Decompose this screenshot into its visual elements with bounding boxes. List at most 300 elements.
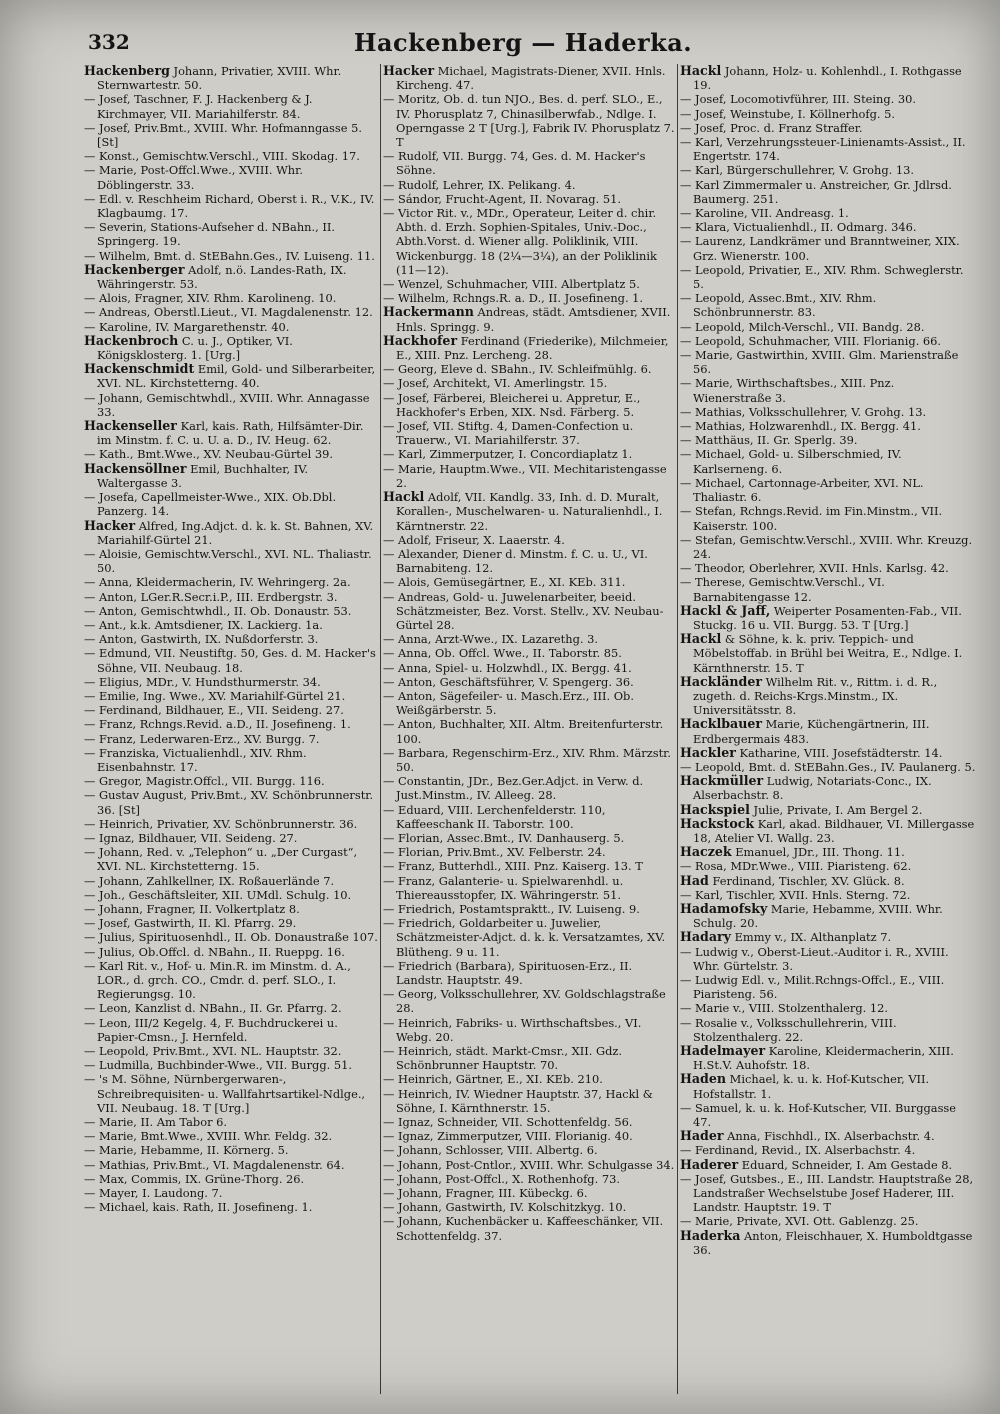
- directory-entry: [383, 1158, 679, 1172]
- entry-details: — Ferdinand, Revid., IX. Alserbachstr. 4.: [680, 1143, 916, 1158]
- directory-entry: [84, 1044, 380, 1058]
- directory-entry: [680, 121, 976, 135]
- directory-entry: [383, 291, 679, 305]
- directory-entry: [383, 1016, 679, 1044]
- directory-entry: [680, 817, 976, 845]
- directory-entry: [383, 376, 679, 390]
- entry-details: — Josefa, Capellmeister-Wwe., XIX. Ob.Dbl. Panzerg. 14.: [84, 490, 337, 519]
- entry-details: — Karl, Bürgerschullehrer, V. Grohg. 13.: [680, 163, 915, 178]
- entry-details: — Franz, Galanterie- u. Spielwarenhdl. u. Thiereausstopfer, IX. Währingerstr. 51.: [383, 873, 624, 902]
- entry-details: — Friedrich, Postamtspraktt., IV. Luiseng. 9.: [383, 901, 640, 916]
- entry-surname: Hackenberg: [84, 64, 170, 78]
- directory-entry: [383, 1172, 679, 1186]
- directory-entry: [680, 533, 976, 561]
- entry-details: — Leopold, Assec.Bmt., XIV. Rhm. Schönbrunnerstr. 83.: [680, 291, 877, 320]
- directory-entry: [680, 1143, 976, 1157]
- entry-details: — Gregor, Magistr.Offcl., VII. Burgg. 116.: [84, 774, 325, 789]
- entry-details: — Konst., Gemischtw.Verschl., VIII. Skodag. 17.: [84, 149, 360, 164]
- directory-entry: [383, 1214, 679, 1242]
- entry-details: — Ignaz, Bildhauer, VII. Seideng. 27.: [84, 830, 298, 845]
- directory-entry: [84, 419, 380, 447]
- entry-details: Anton, Fleischhauer, X. Humboldtgasse 36.: [693, 1228, 973, 1257]
- directory-entry: [680, 945, 976, 973]
- entry-details: — Josef, Taschner, F. J. Hackenberg & J. Kirchmayer, VII. Mariahilferstr. 84.: [84, 92, 313, 121]
- entry-details: Karoline, Kleidermacherin, XIII. H.St.V. Auhofstr. 18.: [693, 1044, 954, 1073]
- entry-details: — Rudolf, VII. Burgg. 74, Ges. d. M. Hacker's Söhne.: [383, 149, 646, 178]
- entry-surname: Hadary: [680, 929, 731, 945]
- entry-surname: Hadelmayer: [680, 1043, 766, 1059]
- directory-entry: [680, 803, 976, 817]
- entry-details: — Andreas, Gold- u. Juwelenarbeiter, beeid. Schätzmeister, Bez. Vorst. Stellv., XV. Neubau-Gürtel 28.: [383, 589, 664, 632]
- entry-details: — Stefan, Rchngs.Revid. im Fin.Minstm., VII. Kaiserstr. 100.: [680, 504, 943, 533]
- entry-surname: Hackl: [680, 631, 722, 647]
- entry-details: Anna, Fischhdl., IX. Alserbachstr. 4.: [723, 1129, 935, 1144]
- directory-entry: [84, 902, 380, 916]
- directory-entry: [84, 774, 380, 788]
- entry-details: — Marie, Private, XVI. Ott. Gablenzg. 25.: [680, 1214, 919, 1229]
- entry-surname: Hadamofsky: [680, 900, 768, 916]
- entry-details: — Adolf, Friseur, X. Laaerstr. 4.: [383, 532, 565, 547]
- entry-details: — Karl Zimmermaler u. Anstreicher, Gr. Jdlrsd. Baumerg. 251.: [680, 177, 952, 206]
- directory-entry: [84, 490, 380, 518]
- entry-details: — Georg, Eleve d. SBahn., IV. Schleifmühlg. 6.: [383, 362, 652, 377]
- entry-details: Adolf, VII. Kandlg. 33, Inh. d. D. Muralt, Korallen-, Muschelwaren- u. Naturalienhdl., I. Kärntnerstr. 22.: [396, 490, 663, 533]
- entry-details: — Edmund, VII. Neustiftg. 50, Ges. d. M. Hacker's Söhne, VII. Neubaug. 18.: [84, 646, 376, 675]
- directory-entry: [84, 604, 380, 618]
- entry-details: — Ignaz, Zimmerputzer, VIII. Florianig. 40.: [383, 1129, 633, 1144]
- entry-surname: Hackenbroch: [84, 332, 179, 348]
- entry-details: Michael, k. u. k. Hof-Kutscher, VII. Hofstallstr. 1.: [693, 1072, 930, 1101]
- entry-details: Wilhelm Rit. v., Rittm. i. d. R., zugeth. d. Reichs-Krgs.Minstm., IX. Universitätsstr. 8.: [693, 674, 938, 718]
- directory-entry: [84, 249, 380, 263]
- entry-surname: Hackländer: [680, 673, 763, 689]
- directory-entry: [680, 1044, 976, 1072]
- directory-entry: [383, 959, 679, 987]
- directory-entry: [84, 831, 380, 845]
- entry-details: — Marie, Gastwirthin, XVIII. Glm. Marienstraße 56.: [680, 348, 959, 377]
- entry-details: — Barbara, Regenschirm-Erz., XIV. Rhm. Märzstr. 50.: [383, 745, 671, 774]
- entry-details: — Aloisie, Gemischtw.Verschl., XVI. NL. Thaliastr. 50.: [84, 546, 372, 576]
- directory-entry: [383, 92, 679, 149]
- directory-entry: [680, 746, 976, 760]
- directory-entry: [383, 803, 679, 831]
- entry-details: — 's M. Söhne, Nürnbergerwaren-, Schreibrequisiten- u. Wallfahrtsartikel-Ndlge., VII. Neubaug. 18. T [Urg.]: [84, 1072, 366, 1115]
- entry-details: — Friedrich (Barbara), Spirituosen-Erz., II. Landstr. Hauptstr. 49.: [383, 958, 633, 987]
- directory-entry: [84, 320, 380, 334]
- entry-details: — Alois, Gemüsegärtner, E., XI. KEb. 311.: [383, 575, 626, 590]
- entry-details: Ludwig, Notariats-Conc., IX. Alserbachstr. 8.: [693, 774, 932, 803]
- entry-details: — Anna, Kleidermacherin, IV. Wehringerg. 2a.: [84, 575, 351, 590]
- directory-entry: [680, 902, 976, 930]
- directory-entry: [383, 447, 679, 461]
- directory-entry: [383, 859, 679, 873]
- entry-details: — Anton, Geschäftsführer, V. Spengerg. 36.: [383, 674, 634, 689]
- directory-entry: [680, 405, 976, 419]
- directory-entry: [680, 163, 976, 177]
- column-2: [383, 64, 679, 1394]
- entry-details: — Mathias, Volksschullehrer, V. Grohg. 13.: [680, 404, 927, 419]
- entry-details: — Moritz, Ob. d. tun NJO., Bes. d. perf. SLO., E., IV. Phorusplatz 7, Chinasilberwfab., Ndlge. I. Operngasse 2 T [Urg.], Fabrik IV. Phorusplatz 7. T: [383, 92, 675, 150]
- entry-details: — Emilie, Ing. Wwe., XV. Mariahilf-Gürtel 21.: [84, 688, 346, 703]
- entry-details: — Franz, Butterhdl., XIII. Pnz. Kaiserg. 13. T: [383, 859, 643, 874]
- entry-details: — Josef, Gastwirth, II. Kl. Pfarrg. 29.: [84, 916, 297, 931]
- column-1: [84, 64, 380, 1394]
- entry-details: — Marie, Post-Offcl.Wwe., XVIII. Whr. Döblingerstr. 33.: [84, 163, 303, 192]
- entry-details: — Karl, Tischler, XVII. Hnls. Sterng. 72.: [680, 887, 911, 902]
- entry-details: — Max, Commis, IX. Grüne-Thorg. 26.: [84, 1171, 305, 1186]
- directory-entry: [84, 192, 380, 220]
- entry-details: — Josef, Architekt, VI. Amerlingstr. 15.: [383, 376, 608, 391]
- entry-details: — Josef, Färberei, Bleicherei u. Appretur, E., Hackhofer's Erben, XIX. Nsd. Färberg. 5.: [383, 390, 641, 419]
- entry-details: — Anna, Spiel- u. Holzwhdl., IX. Bergg. 41.: [383, 660, 632, 675]
- directory-entry: [680, 874, 976, 888]
- directory-entry: [84, 1001, 380, 1015]
- entry-details: — Therese, Gemischtw.Verschl., VI. Barnabitengasse 12.: [680, 575, 885, 604]
- entry-details: — Ferdinand, Bildhauer, E., VII. Seideng. 27.: [84, 703, 344, 718]
- entry-details: Marie, Küchengärtnerin, III. Erdbergermais 483.: [693, 717, 930, 746]
- directory-entry: [680, 476, 976, 504]
- entry-details: — Franz, Lederwaren-Erz., XV. Burgg. 7.: [84, 731, 320, 746]
- directory-entry: [383, 1186, 679, 1200]
- entry-details: — Josef, Locomotivführer, III. Steing. 30.: [680, 92, 917, 107]
- entry-details: — Josef, Proc. d. Franz Straffer.: [680, 120, 863, 135]
- entry-details: Ferdinand, Tischler, XV. Glück. 8.: [708, 873, 905, 888]
- entry-details: — Ant., k.k. Amtsdiener, IX. Lackierg. 1a.: [84, 617, 323, 632]
- directory-entry: [680, 291, 976, 319]
- entry-details: — Franz, Rchngs.Revid. a.D., II. Josefineng. 1.: [84, 717, 351, 732]
- directory-entry: [680, 1172, 976, 1215]
- entry-details: — Alois, Fragner, XIV. Rhm. Karolineng. 10.: [84, 291, 337, 306]
- directory-entry: [84, 788, 380, 816]
- entry-details: — Laurenz, Landkrämer und Branntweiner, XIX. Grz. Wienerstr. 100.: [680, 234, 960, 263]
- entry-surname: Hackenberger: [84, 261, 185, 277]
- page-number: 332: [88, 30, 130, 54]
- entry-details: — Kath., Bmt.Wwe., XV. Neubau-Gürtel 39.: [84, 447, 333, 462]
- directory-entry: [84, 547, 380, 575]
- entry-details: — Anton, LGer.R.Secr.i.P., III. Erdbergstr. 3.: [84, 589, 338, 604]
- directory-entry: [680, 135, 976, 163]
- entry-surname: Hackstock: [680, 815, 755, 831]
- entry-surname: Had: [680, 872, 709, 888]
- entry-surname: Haderer: [680, 1156, 739, 1172]
- page-header: [78, 28, 968, 62]
- directory-entry: [680, 1101, 976, 1129]
- entry-details: — Karl Rit. v., Hof- u. Min.R. im Minstm. d. A., LOR., d. grch. CO., Cmdr. d. perf. SLO., I. Regierungsg. 10.: [84, 958, 351, 1002]
- directory-entry: [680, 1016, 976, 1044]
- entry-details: C. u. J., Optiker, VI. Königsklosterg. 1. [Urg.]: [97, 333, 293, 363]
- directory-entry: [680, 447, 976, 475]
- directory-entry: [383, 1072, 679, 1086]
- directory-entry: [383, 391, 679, 419]
- directory-entry: [680, 632, 976, 675]
- entry-details: — Marie, Hebamme, II. Körnerg. 5.: [84, 1143, 289, 1158]
- entry-details: Katharine, VIII. Josefstädterstr. 14.: [735, 745, 943, 760]
- entry-details: Ferdinand (Friederike), Milchmeier, E., XIII. Pnz. Lercheng. 28.: [396, 333, 669, 363]
- column-3: [680, 64, 976, 1394]
- directory-entry: [680, 717, 976, 745]
- directory-entry: [84, 391, 380, 419]
- directory-entry: [680, 675, 976, 718]
- directory-entry: [84, 334, 380, 362]
- directory-entry: [680, 1129, 976, 1143]
- directory-entry: [84, 1072, 380, 1115]
- entry-surname: Hackspiel: [680, 801, 750, 817]
- directory-entry: [84, 220, 380, 248]
- entry-surname: Hackenseller: [84, 418, 177, 434]
- directory-entry: [84, 874, 380, 888]
- directory-entry: [84, 291, 380, 305]
- entry-details: Emmy v., IX. Althanplatz 7.: [730, 930, 892, 945]
- directory-entry: [84, 1016, 380, 1044]
- entry-details: Emil, Buchhalter, IV. Waltergasse 3.: [97, 461, 309, 490]
- entry-details: — Rosa, MDr.Wwe., VIII. Piaristeng. 62.: [680, 859, 912, 874]
- directory-entry: [680, 859, 976, 873]
- directory-entry: [84, 163, 380, 191]
- directory-entry: [84, 930, 380, 944]
- entry-details: — Josef, Gutsbes., E., III. Landstr. Hauptstraße 28, Landstraßer Wechselstube Josef Haderer, III. Landstr. Hauptstr. 19. T: [680, 1171, 974, 1215]
- entry-details: Alfred, Ing.Adjct. d. k. k. St. Bahnen, XV. Mariahilf-Gürtel 21.: [97, 518, 374, 547]
- entry-details: — Anna, Ob. Offcl. Wwe., II. Taborstr. 85.: [383, 646, 622, 661]
- entry-surname: Hackenschmidt: [84, 361, 195, 377]
- entry-details: — Anna, Arzt-Wwe., IX. Lazarethg. 3.: [383, 632, 598, 647]
- entry-details: — Constantin, JDr., Bez.Ger.Adjct. in Verw. d. Just.Minstm., IV. Alleeg. 28.: [383, 774, 644, 803]
- directory-entry: [383, 675, 679, 689]
- directory-entry: [84, 845, 380, 873]
- directory-entry: [84, 1172, 380, 1186]
- entry-details: — Karoline, IV. Margarethenstr. 40.: [84, 319, 290, 334]
- entry-details: — Josef, Weinstube, I. Köllnerhofg. 5.: [680, 106, 896, 121]
- entry-surname: Hackl & Jaff,: [680, 602, 771, 618]
- entry-details: Karl, akad. Bildhauer, VI. Millergasse 18, Atelier VI. Wallg. 23.: [693, 816, 975, 845]
- directory-entry: [383, 1044, 679, 1072]
- running-head: Hackenberg — Haderka.: [353, 28, 693, 57]
- directory-entry: [383, 462, 679, 490]
- directory-entry: [383, 334, 679, 362]
- entry-details: — Leopold, Milch-Verschl., VII. Bandg. 28.: [680, 319, 925, 334]
- entry-details: Emil, Gold- und Silberarbeiter, XVI. NL. Kirchstetterng. 40.: [97, 362, 376, 391]
- directory-entry: [680, 604, 976, 632]
- entry-details: — Michael, kais. Rath, II. Josefineng. 1.: [84, 1200, 313, 1215]
- directory-entry: [680, 760, 976, 774]
- directory-entry: [84, 817, 380, 831]
- directory-entry: [84, 263, 380, 291]
- directory-entry: [84, 675, 380, 689]
- directory-entry: [383, 305, 679, 333]
- directory-entry: [383, 1200, 679, 1214]
- directory-entry: [84, 632, 380, 646]
- directory-entry: [383, 419, 679, 447]
- entry-surname: Hackler: [680, 744, 736, 760]
- entry-details: — Florian, Priv.Bmt., XV. Felberstr. 24.: [383, 845, 606, 860]
- entry-details: — Johann, Schlosser, VIII. Albertg. 6.: [383, 1143, 598, 1158]
- directory-entry: [84, 916, 380, 930]
- entry-details: — Johann, Red. v. „Telephon“ u. „Der Curgast“, XVI. NL. Kirchstetterng. 15.: [84, 845, 358, 874]
- directory-entry: [383, 575, 679, 589]
- entry-surname: Hackmüller: [680, 773, 764, 789]
- entry-surname: Hackermann: [383, 304, 474, 320]
- directory-entry: [84, 92, 380, 120]
- entry-details: — Heinrich, Privatier, XV. Schönbrunnerstr. 36.: [84, 816, 358, 831]
- directory-entry: [383, 646, 679, 660]
- directory-entry: [383, 1115, 679, 1129]
- entry-details: — Leopold, Priv.Bmt., XVI. NL. Hauptstr. 32.: [84, 1044, 342, 1059]
- entry-details: — Johann, Fragner, II. Volkertplatz 8.: [84, 901, 300, 916]
- directory-entry: [680, 234, 976, 262]
- directory-entry: [84, 717, 380, 731]
- entry-details: Marie, Hebamme, XVIII. Whr. Schulg. 20.: [693, 901, 943, 931]
- entry-surname: Hacker: [383, 64, 435, 78]
- directory-entry: [383, 689, 679, 717]
- directory-entry: [84, 1143, 380, 1157]
- directory-entry: [680, 774, 976, 802]
- entry-details: — Josef, Priv.Bmt., XVIII. Whr. Hofmanngasse 5. [St]: [84, 120, 362, 150]
- directory-entry: [383, 916, 679, 959]
- entry-details: — Georg, Volksschullehrer, XV. Goldschlagstraße 28.: [383, 987, 666, 1016]
- directory-entry: [84, 362, 380, 390]
- entry-details: Andreas, städt. Amtsdiener, XVII. Hnls. Springg. 9.: [396, 305, 671, 334]
- entry-details: — Victor Rit. v., MDr., Operateur, Leiter d. chir. Abth. d. Erzh. Sophien-Spitales, Univ.-Doc., Abth.Vorst. d. Wiener allg. Poliklinik, VIII. Wickenburgg. 18 (2¼—3¼), an der Poliklinik (11—12).: [383, 206, 657, 277]
- directory-entry: [84, 447, 380, 461]
- entry-details: — Wenzel, Schuhmacher, VIII. Albertplatz 5.: [383, 277, 640, 292]
- directory-entry: [84, 1115, 380, 1129]
- directory-entry: [680, 1229, 976, 1257]
- entry-details: — Johann, Gemischtwhdl., XVIII. Whr. Annagasse 33.: [84, 390, 370, 419]
- directory-entry: [680, 973, 976, 1001]
- entry-details: — Mathias, Priv.Bmt., VI. Magdalenenstr. 64.: [84, 1157, 345, 1172]
- directory-entry: [383, 362, 679, 376]
- directory-entry: [84, 732, 380, 746]
- entry-details: — Marie, Hauptm.Wwe., VII. Mechitaristengasse 2.: [383, 461, 667, 490]
- entry-details: — Marie, II. Am Tabor 6.: [84, 1115, 228, 1130]
- entry-surname: Hackl: [680, 64, 722, 78]
- entry-details: — Karl, Zimmerputzer, I. Concordiaplatz 1.: [383, 447, 633, 462]
- directory-entry: [383, 1087, 679, 1115]
- entry-details: & Söhne, k. k. priv. Teppich- und Möbelstoffab. in Brühl bei Weitra, E., Ndlge. I. Kärnthnerstr. 15. T: [693, 632, 963, 675]
- directory-entry: [84, 590, 380, 604]
- entry-details: — Leopold, Schuhmacher, VIII. Florianig. 66.: [680, 333, 942, 348]
- directory-entry: [383, 987, 679, 1015]
- directory-entry: [84, 1200, 380, 1214]
- entry-details: — Samuel, k. u. k. Hof-Kutscher, VII. Burggasse 47.: [680, 1100, 957, 1130]
- entry-details: Emanuel, JDr., III. Thong. 11.: [731, 845, 905, 860]
- directory-entry: [383, 632, 679, 646]
- entry-details: — Andreas, Oberstl.Lieut., VI. Magdalenenstr. 12.: [84, 305, 373, 320]
- directory-entry: [84, 121, 380, 149]
- directory-entry: [680, 888, 976, 902]
- entry-details: — Marie, Bmt.Wwe., XVIII. Whr. Feldg. 32.: [84, 1129, 333, 1144]
- entry-details: — Leopold, Bmt. d. StEBahn.Ges., IV. Paulanerg. 5.: [680, 759, 976, 774]
- directory-entry: [680, 320, 976, 334]
- entry-details: — Anton, Buchhalter, XII. Altm. Breitenfurterstr. 100.: [383, 717, 664, 746]
- directory-entry: [84, 462, 380, 490]
- directory-entry: [680, 376, 976, 404]
- entry-details: — Heinrich, Gärtner, E., XI. KEb. 210.: [383, 1072, 603, 1087]
- entry-surname: Hacker: [84, 517, 136, 533]
- entry-surname: Hacklbauer: [680, 716, 763, 732]
- entry-surname: Hader: [680, 1128, 724, 1144]
- entry-details: — Rosalie v., Volksschullehrerin, VIII. Stolzenthalerg. 22.: [680, 1015, 897, 1044]
- directory-entry: [680, 845, 976, 859]
- directory-entry: [383, 178, 679, 192]
- directory-entry: [84, 1186, 380, 1200]
- entry-details: — Heinrich, IV. Wiedner Hauptstr. 37, Hackl & Söhne, I. Kärnthnerstr. 15.: [383, 1086, 653, 1115]
- entry-details: — Johann, Kuchenbäcker u. Kaffeeschänker, VII. Schottenfeldg. 37.: [383, 1214, 664, 1243]
- entry-details: — Matthäus, II. Gr. Sperlg. 39.: [680, 433, 858, 448]
- entry-details: — Stefan, Gemischtw.Verschl., XVIII. Whr. Kreuzg. 24.: [680, 532, 973, 561]
- directory-entry: [383, 661, 679, 675]
- directory-entry: [383, 277, 679, 291]
- entry-details: — Franziska, Victualienhdl., XIV. Rhm. Eisenbahnstr. 17.: [84, 745, 307, 774]
- directory-entry: [383, 1143, 679, 1157]
- entry-details: — Heinrich, Fabriks- u. Wirthschaftsbes., VI. Webg. 20.: [383, 1015, 642, 1044]
- entry-details: — Ludwig Edl. v., Milit.Rchngs-Offcl., E., VIII. Piaristeng. 56.: [680, 973, 945, 1002]
- directory-entry: [383, 1129, 679, 1143]
- entry-details: — Anton, Sägefeiler- u. Masch.Erz., III. Ob. Weißgärberstr. 5.: [383, 688, 634, 718]
- entry-details: Adolf, n.ö. Landes-Rath, IX. Währingerstr. 53.: [97, 262, 347, 292]
- directory-entry: [84, 1158, 380, 1172]
- directory-entry: [84, 618, 380, 632]
- entry-details: — Marie, Wirthschaftsbes., XIII. Pnz. Wienerstraße 3.: [680, 376, 895, 405]
- entry-details: — Johann, Fragner, III. Kübeckg. 6.: [383, 1186, 588, 1201]
- entry-details: — Mathias, Holzwarenhdl., IX. Bergg. 41.: [680, 419, 921, 434]
- entry-details: — Wilhelm, Bmt. d. StEBahn.Ges., IV. Luiseng. 11.: [84, 248, 375, 263]
- directory-entry: [680, 930, 976, 944]
- directory-entry: [680, 433, 976, 447]
- entry-details: — Johann, Gastwirth, IV. Kolschitzkyg. 10.: [383, 1200, 627, 1215]
- directory-entry: [383, 490, 679, 533]
- entry-details: — Alexander, Diener d. Minstm. f. C. u. U., VI. Barnabiteng. 12.: [383, 546, 648, 576]
- entry-surname: Haderka: [680, 1227, 741, 1243]
- entry-details: — Michael, Cartonnage-Arbeiter, XVI. NL. Thaliastr. 6.: [680, 475, 924, 505]
- directory-entry: [383, 533, 679, 547]
- entry-details: — Klara, Victualienhdl., II. Odmarg. 346.: [680, 220, 917, 235]
- directory-entry: [84, 575, 380, 589]
- entry-details: — Johann, Post-Offcl., X. Rothenhofg. 73.: [383, 1171, 620, 1186]
- directory-entry: [680, 1214, 976, 1228]
- entry-details: — Leopold, Privatier, E., XIV. Rhm. Schweglerstr. 5.: [680, 262, 964, 292]
- entry-details: — Ludmilla, Buchbinder-Wwe., VII. Burgg. 51.: [84, 1058, 352, 1073]
- directory-entry: [383, 206, 679, 277]
- entry-details: — Edl. v. Reschheim Richard, Oberst i. R., V.K., IV. Klagbaumg. 17.: [84, 191, 375, 221]
- entry-details: Eduard, Schneider, I. Am Gestade 8.: [738, 1157, 953, 1172]
- directory-entry: [680, 334, 976, 348]
- entry-details: — Julius, Spirituosenhdl., II. Ob. Donaustraße 107.: [84, 930, 378, 945]
- entry-details: Johann, Holz- u. Kohlenhdl., I. Rothgasse 19.: [693, 64, 962, 93]
- directory-entry: [84, 689, 380, 703]
- directory-entry: [84, 646, 380, 674]
- directory-entry: [383, 192, 679, 206]
- directory-entry: [84, 888, 380, 902]
- entry-surname: Hackensöllner: [84, 460, 187, 476]
- directory-entry: [680, 575, 976, 603]
- directory-entry: [383, 874, 679, 902]
- entry-details: Weiperter Posamenten-Fab., VII. Stuckg. 16 u. VII. Burgg. 53. T [Urg.]: [693, 603, 962, 632]
- directory-entry: [383, 64, 679, 92]
- entry-details: Karl, kais. Rath, Hilfsämter-Dir. im Minstm. f. C. u. U. a. D., IV. Heug. 62.: [97, 419, 364, 448]
- directory-entry: [680, 220, 976, 234]
- entry-details: Julie, Private, I. Am Bergel 2.: [749, 802, 923, 817]
- directory-entry: [84, 959, 380, 1002]
- directory-entry: [84, 64, 380, 92]
- directory-entry: [383, 831, 679, 845]
- directory-entry: [680, 1072, 976, 1100]
- directory-entry: [680, 178, 976, 206]
- directory-entry: [84, 305, 380, 319]
- directory-entry: [383, 845, 679, 859]
- directory-entry: [383, 902, 679, 916]
- directory-entry: [680, 561, 976, 575]
- entry-details: — Johann, Post-Cntlor., XVIII. Whr. Schulgasse 34.: [383, 1157, 675, 1172]
